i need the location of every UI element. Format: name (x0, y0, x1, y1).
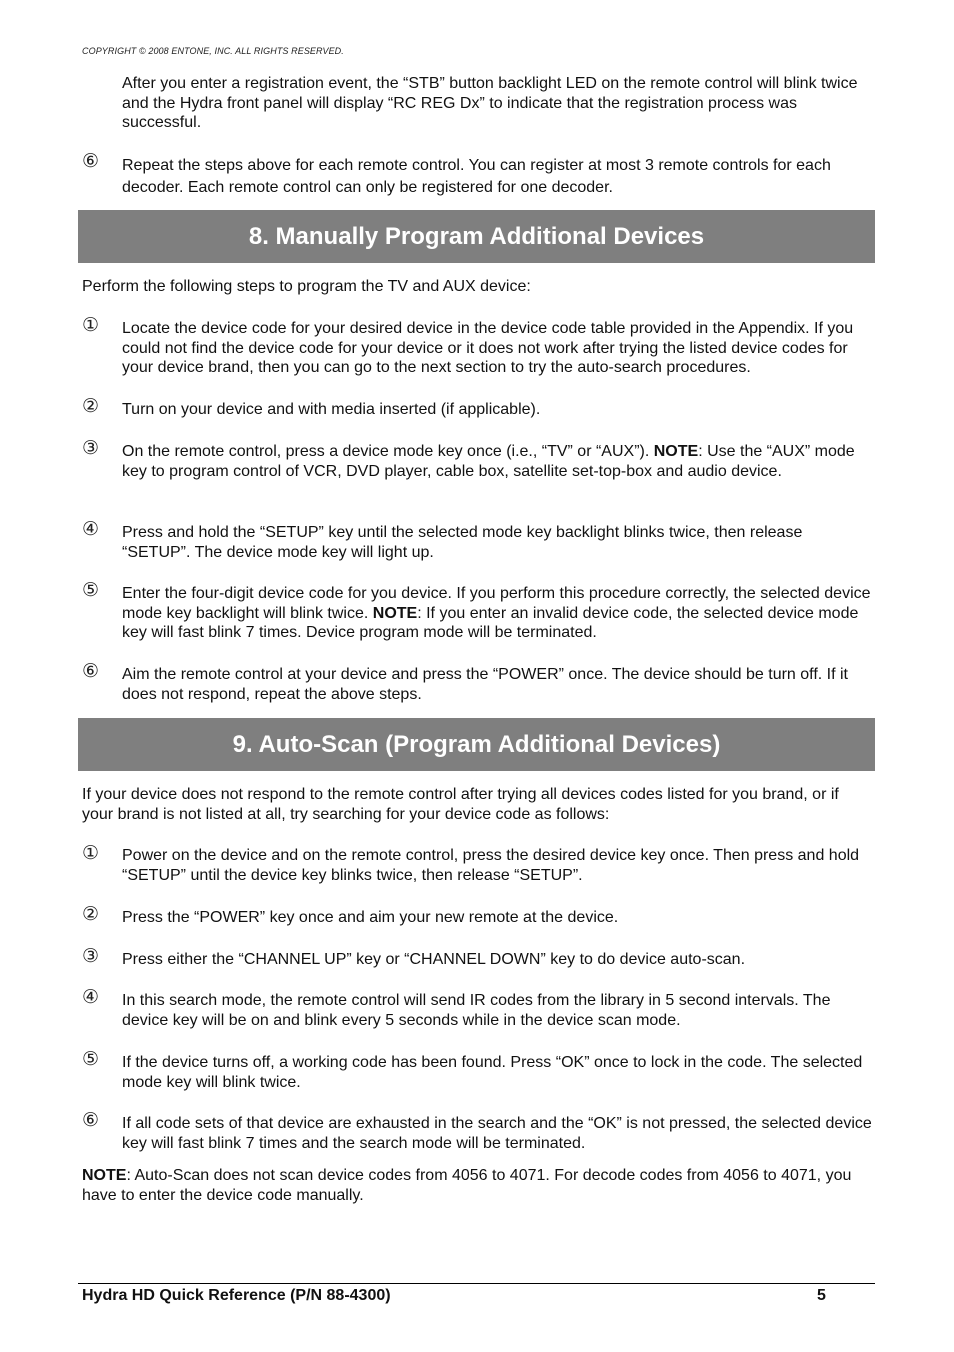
note-label: NOTE (653, 443, 699, 460)
step-text: Enter the four-digit device code for you device. If you perform this procedure correctly, the selected device mode key backlight will blink twice. NOTE: If you enter an invalid device code, the selected device mode key will fast blink 7 times. Device program mode will be terminated. (122, 585, 871, 642)
step-text: Aim the remote control at your device and press the “POWER” once. The device should be turn off. If it does not respond, repeat the above steps. (122, 666, 848, 703)
section-9-intro: If your device does not respond to the remote control after trying all devices codes listed for you brand, or if your brand is not listed at all, try searching for your device code as follows: (82, 786, 839, 823)
step-text: Press the “POWER” key once and aim your new remote at the device. (122, 909, 619, 926)
copyright-notice: COPYRIGHT © 2008 ENTONE, INC. ALL RIGHTS RESERVED. (82, 46, 344, 56)
section-8-intro: Perform the following steps to program the TV and AUX device: (82, 278, 531, 295)
auto-scan-note: NOTE: Auto-Scan does not scan device codes from 4056 to 4071. For decode codes from 4056 to 4071, you have to enter the device code manually. (82, 1167, 852, 1204)
footer-document-title: Hydra HD Quick Reference (P/N 88-4300) (82, 1287, 391, 1304)
step-number: ③ (82, 438, 100, 459)
step-text: Locate the device code for your desired device in the device code table provided in the Appendix. If you could not find the device code for your device or it does not work after trying the listed device codes for your device brand, then you can go to the next section to try the auto-search procedures. (122, 320, 854, 377)
continuation-paragraph: After you enter a registration event, the “STB” button backlight LED on the remote control will blink twice and the Hydra front panel will display “RC REG Dx” to indicate that the registration process was successful. (122, 75, 858, 132)
step-number: ⑥ (82, 151, 100, 172)
step-text: If the device turns off, a working code has been found. Press “OK” once to lock in the code. The selected mode key will blink twice. (122, 1054, 863, 1091)
step-number: ② (82, 396, 100, 417)
step-number: ⑤ (82, 1049, 100, 1070)
section-9-heading: 9. Auto-Scan (Program Additional Devices) (78, 718, 875, 771)
step-number: ④ (82, 987, 100, 1008)
step-number: ③ (82, 946, 100, 967)
step-text: Press and hold the “SETUP” key until the selected mode key backlight blinks twice, then release “SETUP”. The device mode key will light up. (122, 524, 803, 561)
step-text: If all code sets of that device are exhausted in the search and the “OK” is not pressed, the selected device key will fast blink 7 times and the search mode will be terminated. (122, 1115, 872, 1152)
step-text: Repeat the steps above for each remote control. You can register at most 3 remote controls for each decoder. Each remote control can only be registered for one decoder. (122, 157, 831, 196)
step-text: Press either the “CHANNEL UP” key or “CHANNEL DOWN” key to do device auto-scan. (122, 951, 746, 968)
footer-divider (78, 1283, 875, 1284)
step-text: Power on the device and on the remote control, press the desired device key once. Then press and hold “SETUP” until the device key blinks twice, then release “SETUP”. (122, 847, 860, 884)
step-number: ⑥ (82, 661, 100, 682)
step-number: ① (82, 315, 100, 336)
step-number: ④ (82, 519, 100, 540)
section-8-heading: 8. Manually Program Additional Devices (78, 210, 875, 263)
note-label: NOTE (82, 1167, 127, 1184)
step-text: On the remote control, press a device mode key once (i.e., “TV” or “AUX”). NOTE: Use the “AUX” mode key to program control of VCR, DVD player, cable box, satellite set-top-box and audio device. (122, 443, 855, 480)
step-number: ② (82, 904, 100, 925)
step-number: ① (82, 843, 100, 864)
step-number: ⑥ (82, 1110, 100, 1131)
page-number: 5 (817, 1287, 826, 1304)
step-text: Turn on your device and with media inserted (if applicable). (122, 401, 541, 418)
step-number: ⑤ (82, 580, 100, 601)
note-label: NOTE (372, 604, 418, 622)
step-text: In this search mode, the remote control will send IR codes from the library in 5 second intervals. The device key will be on and blink every 5 seconds while in the device scan mode. (122, 992, 831, 1029)
